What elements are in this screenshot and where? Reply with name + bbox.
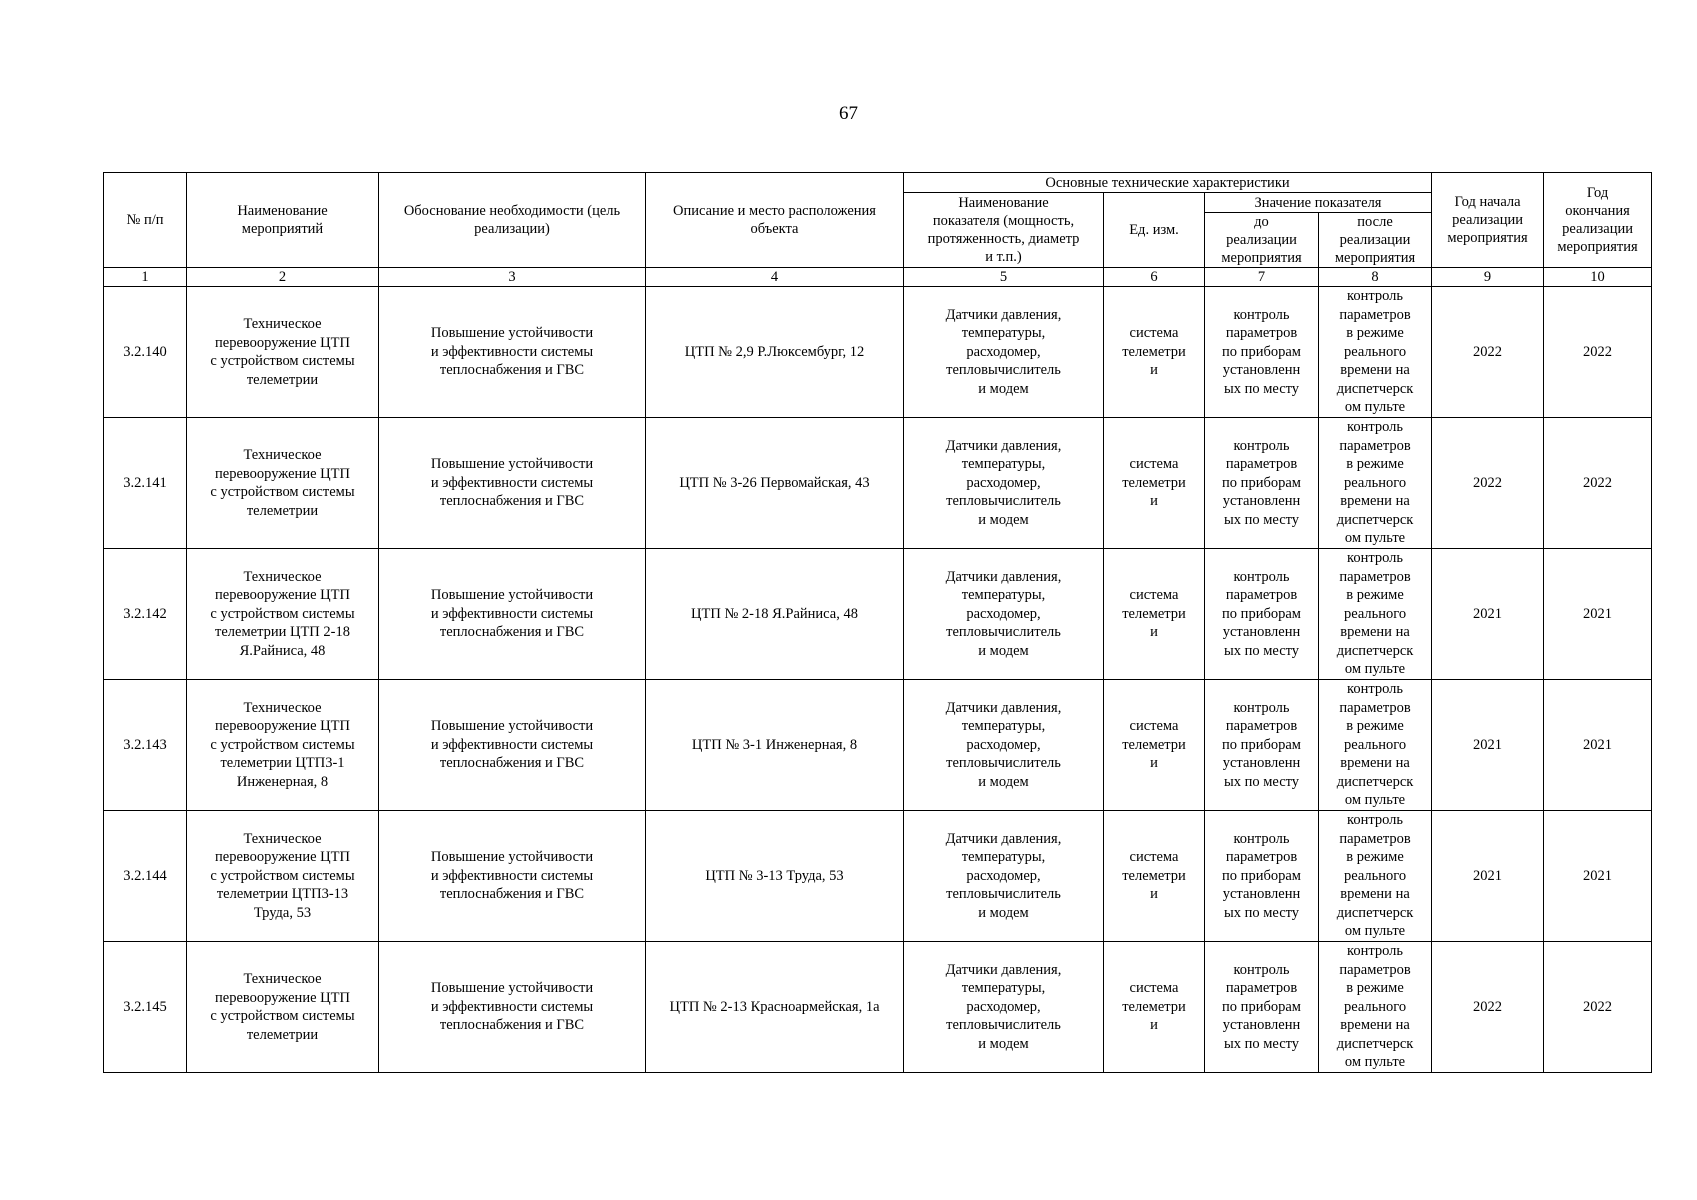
table-header <box>104 173 1652 287</box>
object-location: ЦТП № 2-18 Я.Райниса, 48 <box>646 549 904 680</box>
measure-reason: Повышение устойчивости и эффективности системы теплоснабжения и ГВС <box>379 549 646 680</box>
header-number: № п/п <box>104 173 187 268</box>
page-number: 67 <box>839 103 858 124</box>
table-row <box>104 942 1652 1073</box>
measure-name: Техническое перевооружение ЦТП с устройством системы телеметрии ЦТП 2-18 Я.Райниса, 48 <box>187 549 379 680</box>
row-number: 3.2.141 <box>104 418 187 549</box>
indicator-name: Датчики давления, температуры, расходомер, тепловычислитель и модем <box>904 418 1104 549</box>
unit: система телеметри и <box>1104 287 1205 418</box>
measure-reason: Повышение устойчивости и эффективности системы теплоснабжения и ГВС <box>379 418 646 549</box>
value-after: контроль параметров в режиме реального времени на диспетчерск ом пульте <box>1319 811 1432 942</box>
header-location: Описание и место расположения объекта <box>646 173 904 268</box>
unit: система телеметри и <box>1104 418 1205 549</box>
row-number: 3.2.142 <box>104 549 187 680</box>
header-main-characteristics: Основные технические характеристики <box>904 173 1432 193</box>
measure-reason: Повышение устойчивости и эффективности системы теплоснабжения и ГВС <box>379 680 646 811</box>
value-before: контроль параметров по приборам установленн ых по месту <box>1205 942 1319 1073</box>
measure-reason: Повышение устойчивости и эффективности системы теплоснабжения и ГВС <box>379 287 646 418</box>
end-year: 2022 <box>1544 287 1652 418</box>
value-before: контроль параметров по приборам установленн ых по месту <box>1205 287 1319 418</box>
measure-name: Техническое перевооружение ЦТП с устройством системы телеметрии <box>187 418 379 549</box>
header-indicator: Наименование показателя (мощность, протяженность, диаметр и т.п.) <box>904 193 1104 268</box>
column-number: 8 <box>1319 268 1432 287</box>
column-number: 4 <box>646 268 904 287</box>
value-after: контроль параметров в режиме реального времени на диспетчерск ом пульте <box>1319 680 1432 811</box>
value-after: контроль параметров в режиме реального времени на диспетчерск ом пульте <box>1319 942 1432 1073</box>
value-before: контроль параметров по приборам установленн ых по месту <box>1205 811 1319 942</box>
row-number: 3.2.144 <box>104 811 187 942</box>
indicator-name: Датчики давления, температуры, расходомер, тепловычислитель и модем <box>904 549 1104 680</box>
end-year: 2021 <box>1544 811 1652 942</box>
unit: система телеметри и <box>1104 680 1205 811</box>
table-row <box>104 287 1652 418</box>
indicator-name: Датчики давления, температуры, расходомер, тепловычислитель и модем <box>904 811 1104 942</box>
object-location: ЦТП № 2-13 Красноармейская, 1а <box>646 942 904 1073</box>
indicator-name: Датчики давления, температуры, расходомер, тепловычислитель и модем <box>904 942 1104 1073</box>
measure-name: Техническое перевооружение ЦТП с устройством системы телеметрии <box>187 287 379 418</box>
start-year: 2022 <box>1432 942 1544 1073</box>
value-after: контроль параметров в режиме реального времени на диспетчерск ом пульте <box>1319 418 1432 549</box>
header-end-year: Год окончания реализации мероприятия <box>1544 173 1652 268</box>
row-number: 3.2.145 <box>104 942 187 1073</box>
object-location: ЦТП № 2,9 Р.Люксембург, 12 <box>646 287 904 418</box>
table-row <box>104 811 1652 942</box>
measure-name: Техническое перевооружение ЦТП с устройством системы телеметрии <box>187 942 379 1073</box>
measure-reason: Повышение устойчивости и эффективности системы теплоснабжения и ГВС <box>379 942 646 1073</box>
end-year: 2021 <box>1544 549 1652 680</box>
table-row <box>104 549 1652 680</box>
end-year: 2022 <box>1544 418 1652 549</box>
object-location: ЦТП № 3-13 Труда, 53 <box>646 811 904 942</box>
header-start-year: Год начала реализации мероприятия <box>1432 173 1544 268</box>
header-reason: Обоснование необходимости (цель реализации) <box>379 173 646 268</box>
header-before: до реализации мероприятия <box>1205 213 1319 268</box>
object-location: ЦТП № 3-1 Инженерная, 8 <box>646 680 904 811</box>
column-number: 10 <box>1544 268 1652 287</box>
column-number-row <box>104 268 1652 287</box>
column-number: 9 <box>1432 268 1544 287</box>
end-year: 2022 <box>1544 942 1652 1073</box>
row-number: 3.2.140 <box>104 287 187 418</box>
measure-reason: Повышение устойчивости и эффективности системы теплоснабжения и ГВС <box>379 811 646 942</box>
column-number: 5 <box>904 268 1104 287</box>
header-unit: Ед. изм. <box>1104 193 1205 268</box>
table-row <box>104 418 1652 549</box>
measure-name: Техническое перевооружение ЦТП с устройством системы телеметрии ЦТП3-1 Инженерная, 8 <box>187 680 379 811</box>
unit: система телеметри и <box>1104 942 1205 1073</box>
table-body <box>104 287 1652 1073</box>
column-number: 3 <box>379 268 646 287</box>
indicator-name: Датчики давления, температуры, расходомер, тепловычислитель и модем <box>904 680 1104 811</box>
start-year: 2022 <box>1432 418 1544 549</box>
unit: система телеметри и <box>1104 549 1205 680</box>
start-year: 2022 <box>1432 287 1544 418</box>
indicator-name: Датчики давления, температуры, расходомер, тепловычислитель и модем <box>904 287 1104 418</box>
header-indicator-value: Значение показателя <box>1205 193 1432 213</box>
start-year: 2021 <box>1432 811 1544 942</box>
object-location: ЦТП № 3-26 Первомайская, 43 <box>646 418 904 549</box>
start-year: 2021 <box>1432 680 1544 811</box>
table-row <box>104 680 1652 811</box>
value-before: контроль параметров по приборам установленн ых по месту <box>1205 680 1319 811</box>
row-number: 3.2.143 <box>104 680 187 811</box>
unit: система телеметри и <box>1104 811 1205 942</box>
column-number: 1 <box>104 268 187 287</box>
measure-name: Техническое перевооружение ЦТП с устройством системы телеметрии ЦТП3-13 Труда, 53 <box>187 811 379 942</box>
end-year: 2021 <box>1544 680 1652 811</box>
value-before: контроль параметров по приборам установленн ых по месту <box>1205 549 1319 680</box>
start-year: 2021 <box>1432 549 1544 680</box>
header-after: после реализации мероприятия <box>1319 213 1432 268</box>
header-name: Наименование мероприятий <box>187 173 379 268</box>
column-number: 2 <box>187 268 379 287</box>
column-number: 6 <box>1104 268 1205 287</box>
column-number: 7 <box>1205 268 1319 287</box>
value-after: контроль параметров в режиме реального времени на диспетчерск ом пульте <box>1319 287 1432 418</box>
value-before: контроль параметров по приборам установленн ых по месту <box>1205 418 1319 549</box>
value-after: контроль параметров в режиме реального времени на диспетчерск ом пульте <box>1319 549 1432 680</box>
measures-table <box>103 172 1652 1073</box>
